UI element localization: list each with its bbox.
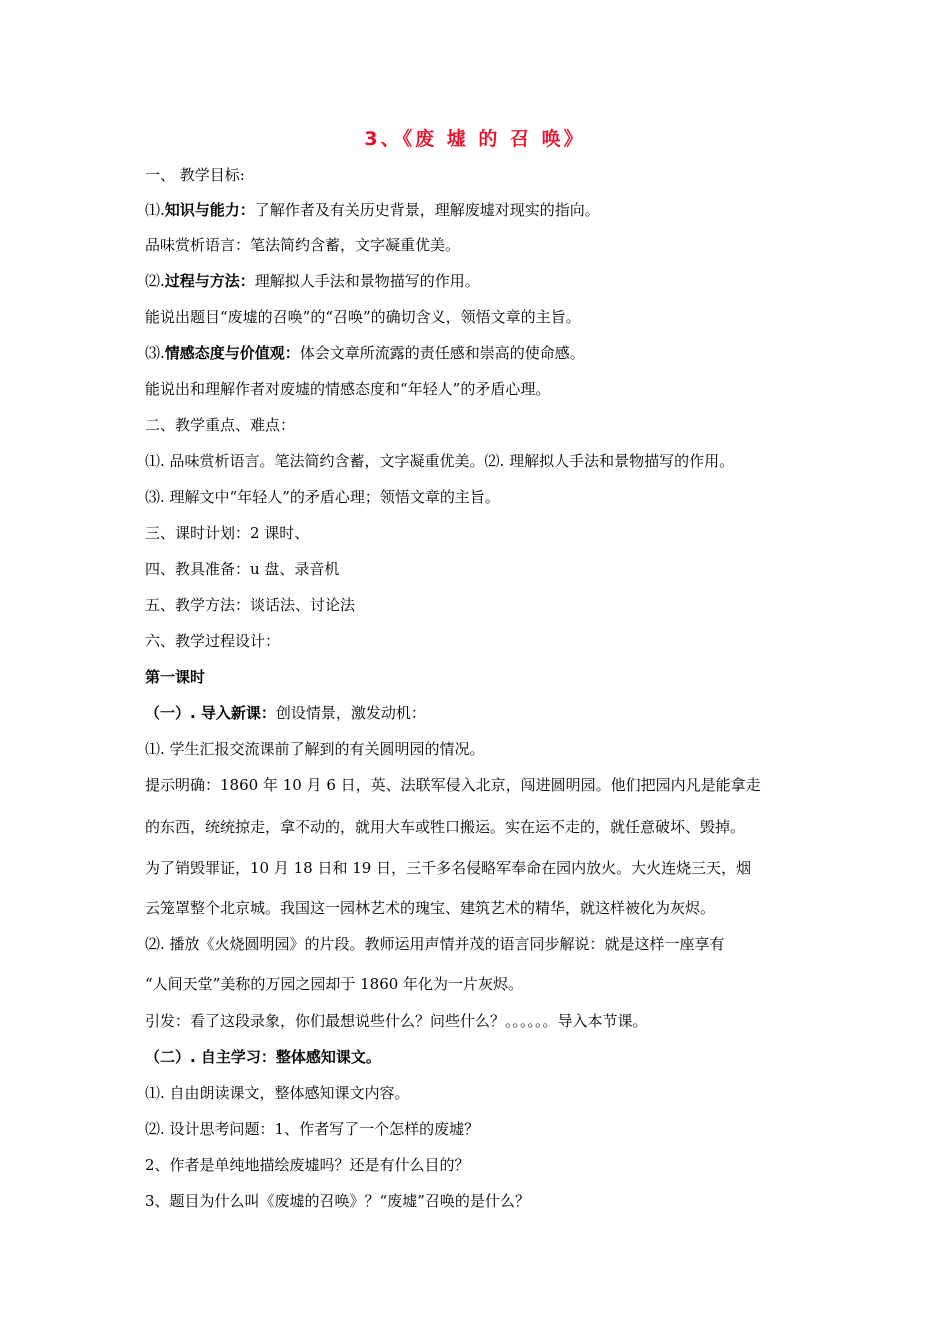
self-study-item-2: ⑵. 设计思考问题：1、作者写了一个怎样的废墟？	[145, 1120, 480, 1138]
history-paragraph-2: 的东西，统统掠走，拿不动的，就用大车或牲口搬运。实在运不走的，就任意破坏、毁掉。	[145, 818, 746, 836]
process-method-text-2: 能说出题目“废墟的召唤”的“召唤”的确切含义，领悟文章的主旨。	[145, 308, 581, 326]
question-2: 2、作者是单纯地描绘废墟吗？还是有什么目的？	[145, 1156, 470, 1174]
emotion-values-label: 情感态度与价值观：	[164, 344, 300, 362]
history-paragraph-1: 提示明确：1860 年 10 月 6 日，英、法联军侵入北京，闯进圆明园。他们把园内凡是能拿走	[145, 776, 761, 794]
intro-text: 创设情景，激发动机：	[275, 704, 426, 722]
prompt-line: 引发：看了这段录象，你们最想说些什么？问些什么？。。。。。。导入本节课。	[145, 1012, 648, 1030]
process-method-text: 理解拟人手法和景物描写的作用。	[254, 272, 480, 290]
knowledge-ability-text: 了解作者及有关历史背景，理解废墟对现实的指向。	[254, 201, 600, 219]
self-study-heading: （二）. 自主学习：整体感知课文。	[145, 1048, 381, 1066]
item-number: ⑴.	[145, 201, 165, 219]
question-3: 3、题目为什么叫《废墟的召唤》？“废墟”召唤的是什么？	[145, 1192, 530, 1210]
key-points-line-1: ⑴. 品味赏析语言。笔法简约含蓄，文字凝重优美。⑵. 理解拟人手法和景物描写的作用。	[145, 452, 735, 470]
document-title: 3、《废 墟 的 召 唤》	[364, 128, 586, 150]
knowledge-ability-line	[145, 200, 600, 220]
item-number: ⑶.	[145, 344, 165, 362]
teaching-methods: 五、教学方法：谈话法、讨论法	[145, 596, 356, 614]
intro-item-1: ⑴. 学生汇报交流课前了解到的有关圆明园的情况。	[145, 740, 485, 758]
intro-item-2-continued: “人间天堂”美称的万园之园却于 1860 年化为一片灰烬。	[145, 975, 524, 993]
intro-item-2: ⑵. 播放《火烧圆明园》的片段。教师运用声情并茂的语言同步解说：就是这样一座享有	[145, 935, 725, 953]
self-study-item-1: ⑴. 自由朗读课文，整体感知课文内容。	[145, 1084, 410, 1102]
emotion-values-line	[145, 343, 585, 363]
intro-label: （一）. 导入新课：	[145, 704, 276, 722]
item-number: ⑵.	[145, 272, 165, 290]
intro-line	[145, 703, 426, 723]
emotion-values-text-2: 能说出和理解作者对废墟的情感态度和“年轻人”的矛盾心理。	[145, 380, 551, 398]
key-points-heading: 二、教学重点、难点：	[145, 416, 296, 434]
history-paragraph-4: 云笼罩整个北京城。我国这一园林艺术的瑰宝、建筑艺术的精华，就这样被化为灰烬。	[145, 899, 716, 917]
knowledge-ability-text-2: 品味赏析语言：笔法简约含蓄，文字凝重优美。	[145, 236, 461, 254]
lesson-1-heading: 第一课时	[145, 668, 206, 686]
key-points-line-2: ⑶. 理解文中“年轻人”的矛盾心理；领悟文章的主旨。	[145, 488, 500, 506]
process-method-line	[145, 271, 480, 291]
teaching-tools: 四、教具准备：u 盘、录音机	[145, 560, 340, 578]
objectives-heading: 一、 教学目标:	[145, 166, 245, 184]
lesson-plan: 三、课时计划：2 课时、	[145, 524, 310, 542]
process-method-label: 过程与方法：	[164, 272, 255, 290]
knowledge-ability-label: 知识与能力：	[164, 201, 255, 219]
history-paragraph-3: 为了销毁罪证，10 月 18 日和 19 日，三千多名侵略军奉命在园内放火。大火连烧三天，烟	[145, 859, 752, 877]
process-heading: 六、教学过程设计：	[145, 632, 281, 650]
emotion-values-text: 体会文章所流露的责任感和崇高的使命感。	[299, 344, 585, 362]
